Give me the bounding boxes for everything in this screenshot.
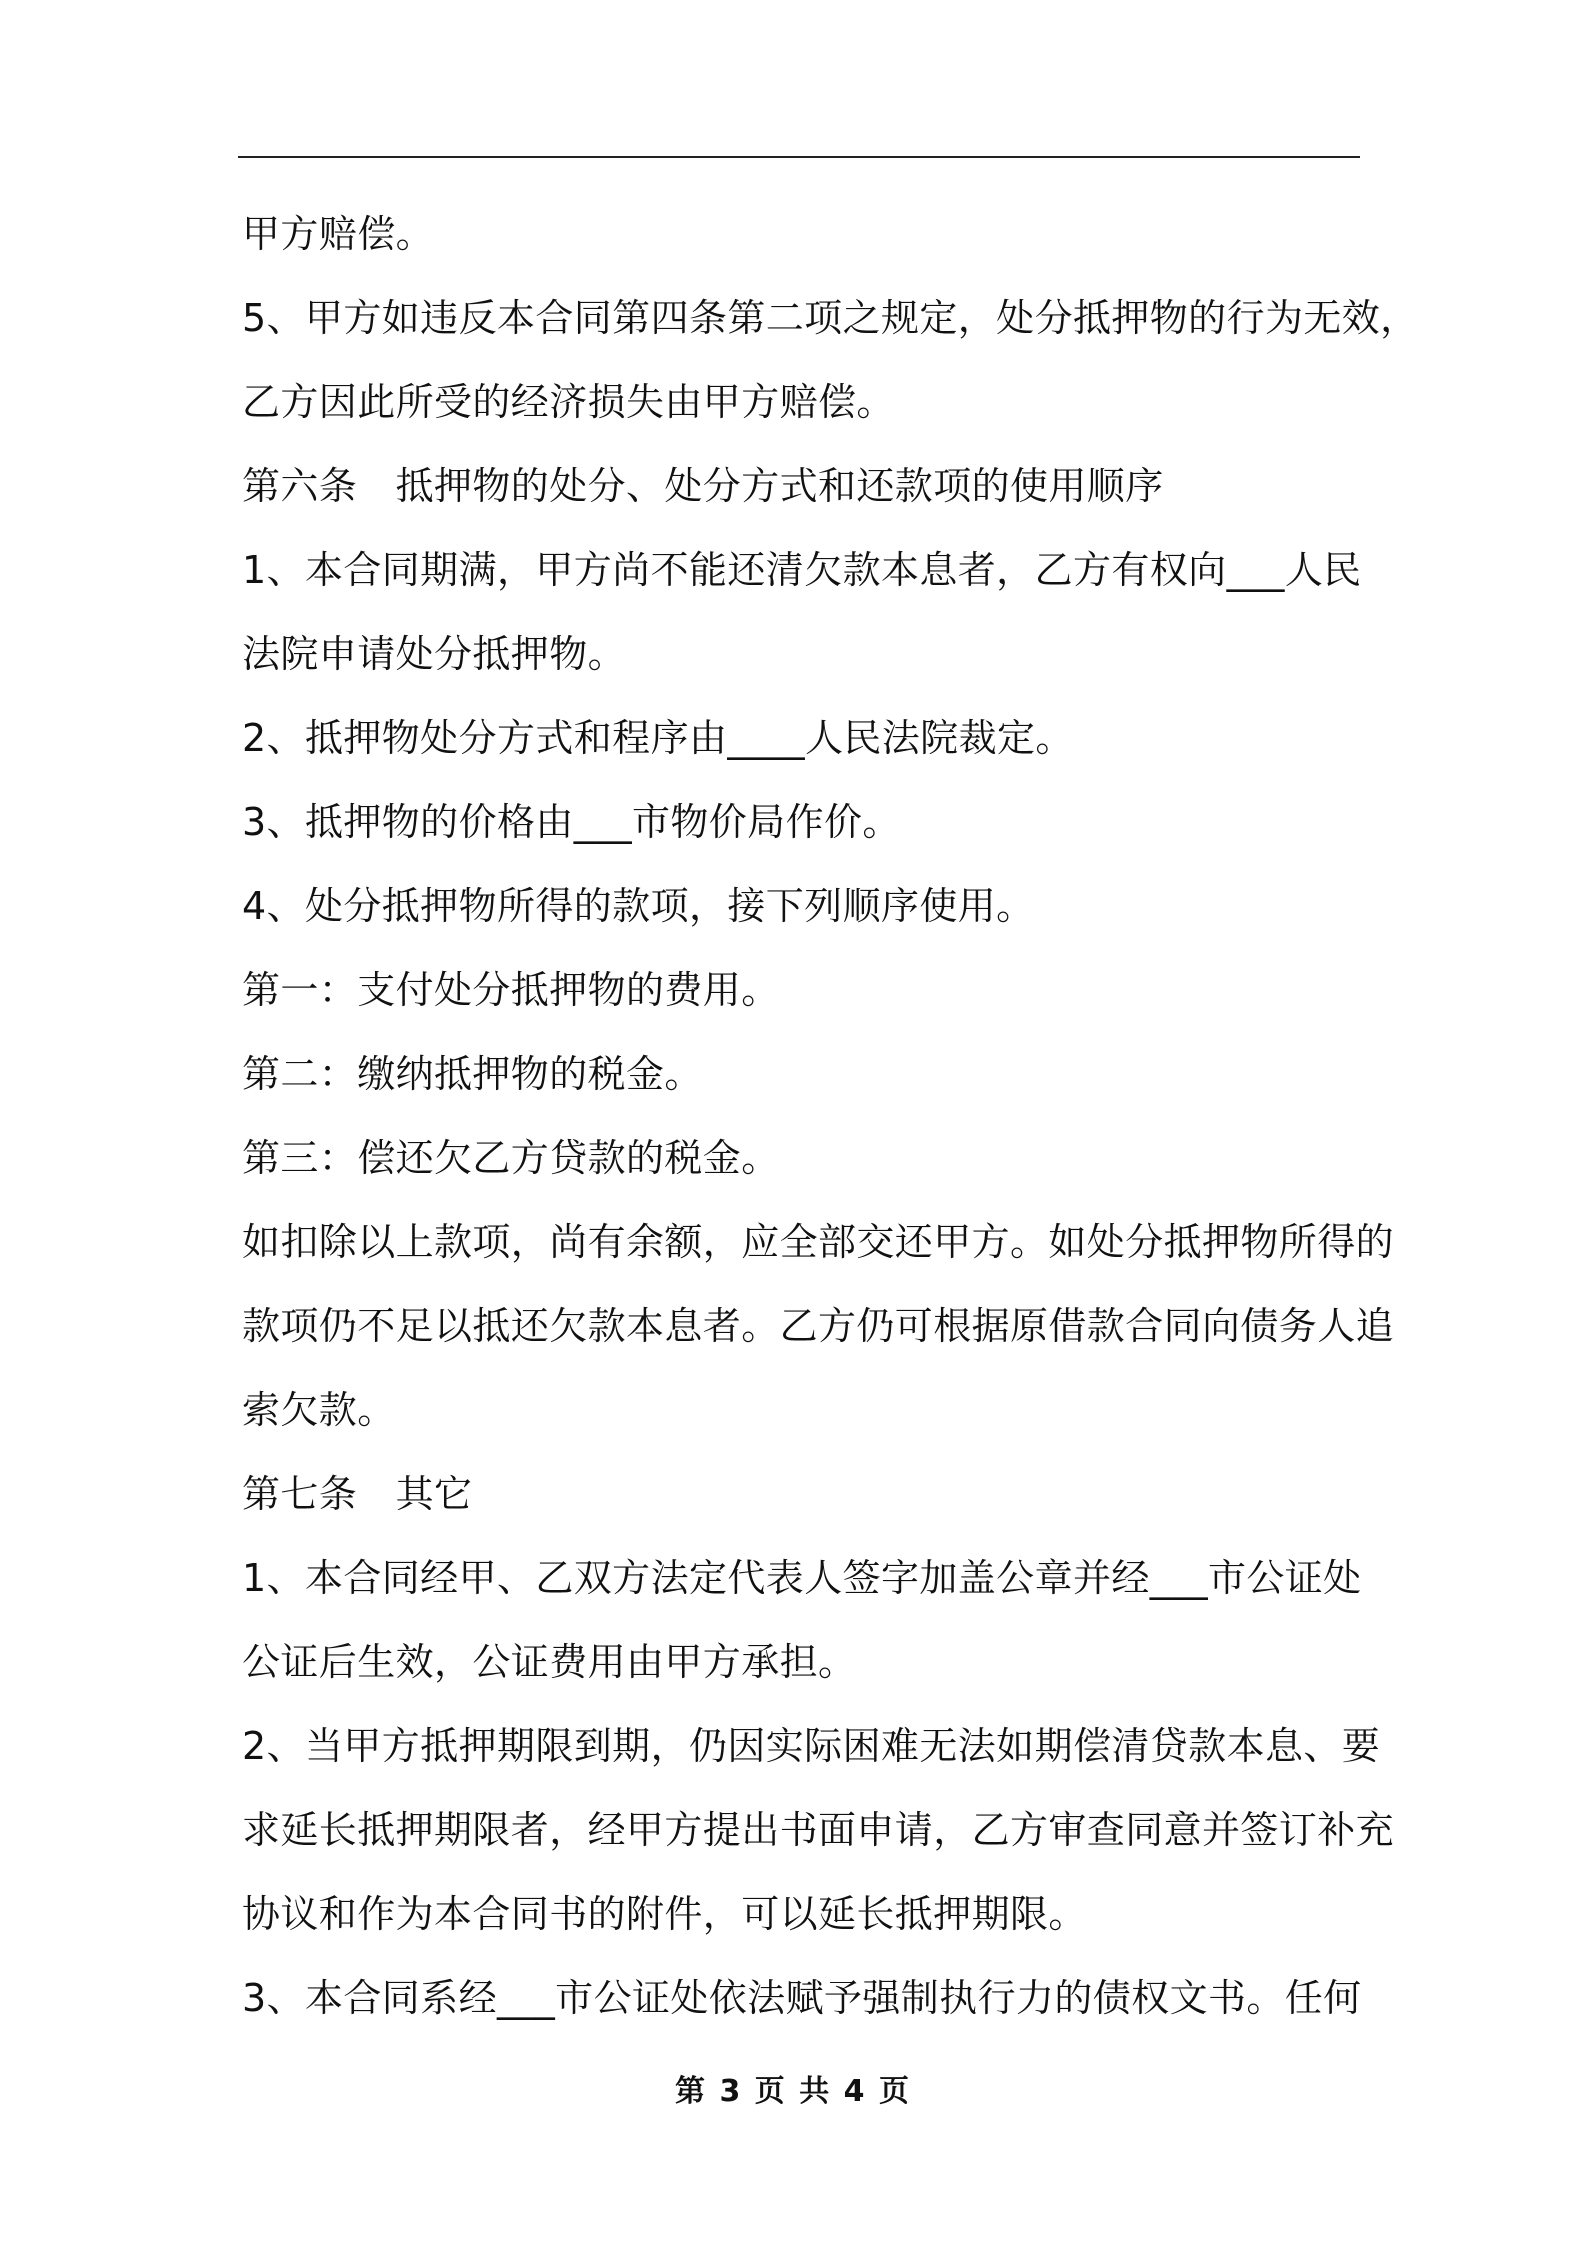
header-rule: [238, 156, 1360, 158]
document-body: [242, 192, 1419, 2040]
text-line: 公证后生效，公证费用由甲方承担。: [242, 1640, 857, 1684]
text-line: 如扣除以上款项，尚有余额，应全部交还甲方。如处分抵押物所得的: [242, 1220, 1395, 1264]
text-line: 4、处分抵押物所得的款项，接下列顺序使用。: [242, 884, 1035, 928]
text-line: 第二：缴纳抵押物的税金。: [242, 1052, 703, 1096]
text-line: 乙方因此所受的经济损失由甲方赔偿。: [242, 380, 895, 424]
page-number-footer: 第 3 页 共 4 页: [675, 2074, 911, 2109]
text-line: 第三：偿还欠乙方贷款的税金。: [242, 1136, 780, 1180]
text-line: 3、抵押物的价格由___市物价局作价。: [242, 800, 901, 844]
text-line: 2、当甲方抵押期限到期，仍因实际困难无法如期偿清贷款本息、要: [242, 1724, 1381, 1768]
text-line: 求延长抵押期限者，经甲方提出书面申请，乙方审查同意并签订补充: [242, 1808, 1395, 1852]
text-line: 款项仍不足以抵还欠款本息者。乙方仍可根据原借款合同向债务人追: [242, 1304, 1395, 1348]
section-heading-7: 第七条 其它: [242, 1472, 473, 1516]
text-line: 1、本合同期满，甲方尚不能还清欠款本息者，乙方有权向___人民: [242, 548, 1362, 592]
text-line: 甲方赔偿。: [242, 212, 435, 256]
text-line: 索欠款。: [242, 1388, 396, 1432]
text-line: 法院申请处分抵押物。: [242, 632, 627, 676]
text-line: 协议和作为本合同书的附件，可以延长抵押期限。: [242, 1892, 1087, 1936]
text-line: 3、本合同系经___市公证处依法赋予强制执行力的债权文书。任何: [242, 1976, 1362, 2020]
text-line: 2、抵押物处分方式和程序由____人民法院裁定。: [242, 716, 1074, 760]
section-heading-6: 第六条 抵押物的处分、处分方式和还款项的使用顺序: [242, 464, 1164, 508]
text-line: 5、甲方如违反本合同第四条第二项之规定，处分抵押物的行为无效，: [242, 296, 1419, 340]
text-line: 1、本合同经甲、乙双方法定代表人签字加盖公章并经___市公证处: [242, 1556, 1362, 1600]
text-line: 第一：支付处分抵押物的费用。: [242, 968, 780, 1012]
